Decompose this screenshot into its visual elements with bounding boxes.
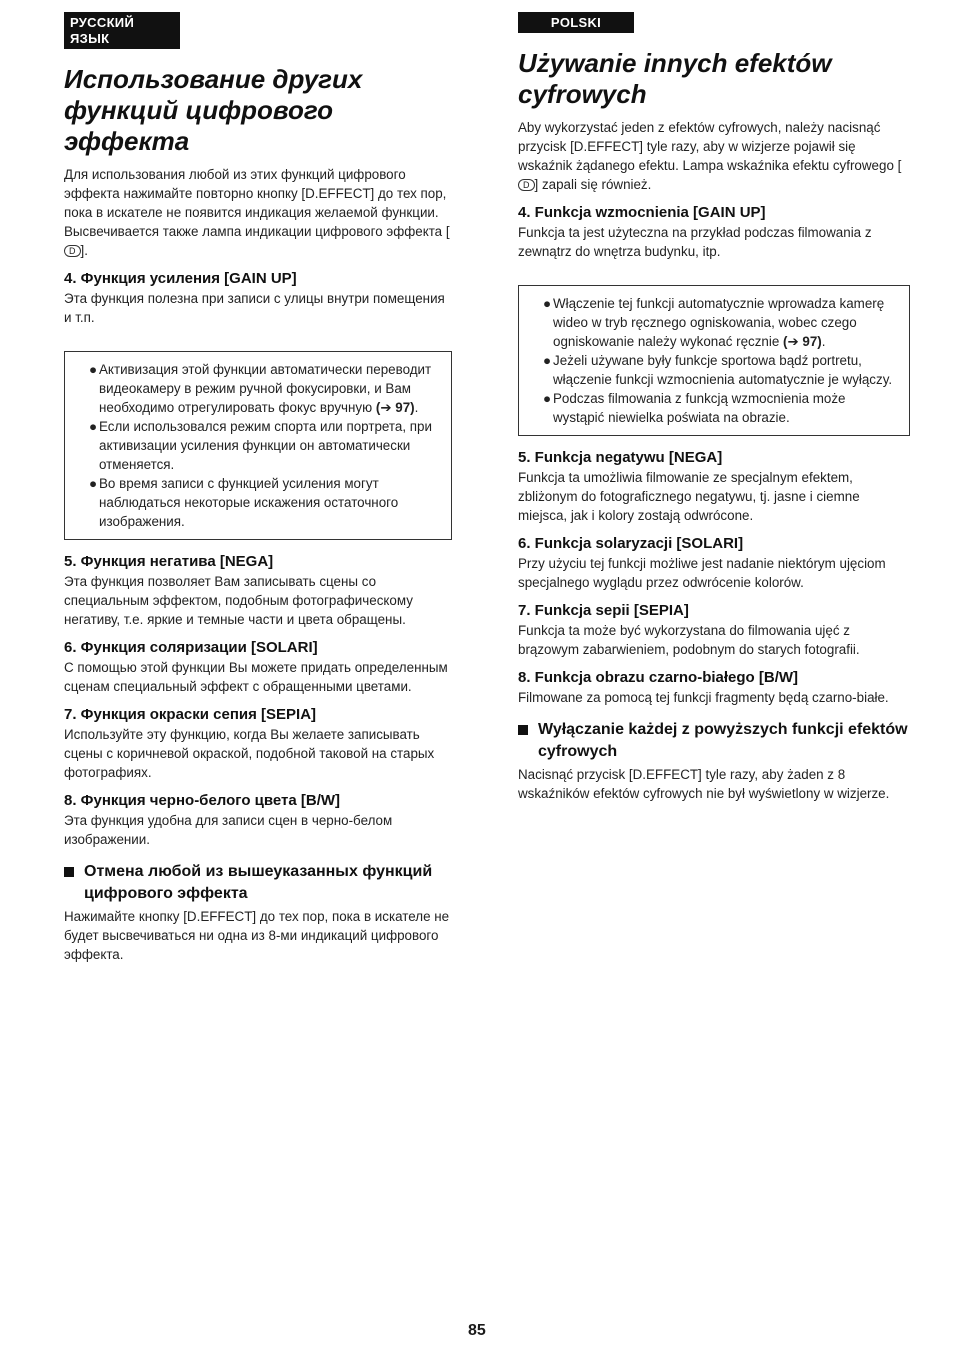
cancel-text-russian: Нажимайте кнопку [D.EFFECT] до тех пор, пока в искателе не будет высвечиваться ни одна из 8-ми индикаций цифрового эффекта. [64, 909, 450, 962]
section-nega-text: Funkcja ta umożliwia filmowanie ze specjalnym efektem, zbliżonym do fotograficznego negatywu, tj. jasne i ciemne miejsca, jak i kolory zostają odwrócone. [518, 470, 860, 523]
section-bw-heading: 8. Funkcja obrazu czarno-białego [B/W] [518, 669, 799, 686]
d-effect-lamp-icon: D [518, 179, 535, 191]
page-title-russian: Использование других функций цифрового эффекта [64, 64, 363, 156]
note-item: ● Jeżeli używane były funkcje sportowa bądź portretu, włączenie funkcji wzmocnienia automatycznie je wyłączy. [543, 353, 893, 387]
polish-column [518, 12, 910, 803]
note-item: ● Во время записи с функцией усиления могут наблюдаться некоторые искажения остаточного изображения. [89, 476, 399, 529]
section-bw-heading: 8. Функция черно-белого цвета [B/W] [64, 792, 341, 809]
square-bullet-icon [518, 725, 528, 735]
language-tag-polish: POLSKI [518, 12, 634, 33]
intro-text-russian: Для использования любой из этих функций цифрового эффекта нажимайте повторно кнопку [D.EFFECT] до тех пор, пока в искателе не появится индикация желаемой функции. Высвечивается также лампа индикации цифрового эффекта [D ]. [64, 167, 450, 258]
cancel-heading-russian: Отмена любой из вышеуказанных функций цифрового эффекта [64, 861, 452, 905]
d-effect-lamp-icon: D [64, 245, 81, 257]
note-item: ● Активизация этой функции автоматически переводит видеокамеру в режим ручной фокусировки, и Вам необходимо отрегулировать фокус вручную (➔ 97). [89, 362, 432, 415]
section-nega-text: Эта функция позволяет Вам записывать сцены со специальным эффектом, подобным фотографическому негативу, т.е. яркие и темные части и цвета обращены. [64, 574, 413, 627]
cancel-text-polish: Nacisnąć przycisk [D.EFFECT] tyle razy, aby żaden z 8 wskaźników efektów cyfrowych nie był wyświetlony w wizjerze. [518, 767, 890, 801]
bullet-icon: ● [89, 476, 98, 491]
language-tag-russian: РУССКИЙ ЯЗЫК [64, 12, 180, 49]
bullet-icon: ● [89, 419, 98, 434]
notes-box-polish [518, 285, 910, 436]
cancel-heading-polish: Wyłączanie każdej z powyższych funkcji efektów cyfrowych [518, 719, 910, 763]
bullet-icon: ● [89, 362, 98, 377]
page-title-polish: Używanie innych efektów cyfrowych [518, 48, 832, 109]
intro-text-polish: Aby wykorzystać jeden z efektów cyfrowych, należy nacisnąć przycisk [D.EFFECT] tyle razy, aby w wizjerze pojawił się wskaźnik żądanego efektu. Lampa wskaźnika efektu cyfrowego [D ] zapali się również. [518, 120, 902, 192]
section-bw-text: Эта функция удобна для записи сцен в черно-белом изображении. [64, 813, 393, 847]
section-solari-heading: 6. Funkcja solaryzacji [SOLARI] [518, 535, 744, 552]
section-sepia-heading: 7. Funkcja sepii [SEPIA] [518, 602, 689, 619]
bullet-icon: ● [543, 391, 552, 406]
notes-box-russian [64, 351, 452, 540]
section-solari-text: С помощью этой функции Вы можете придать определенным сценам специальный эффект с обращенными цветами. [64, 660, 448, 694]
bullet-icon: ● [543, 353, 552, 368]
section-solari-text: Przy użyciu tej funkcji możliwe jest nadanie niektórym ujęciom specjalnego wyglądu przez odwrócenie kolorów. [518, 556, 886, 590]
section-sepia-text: Используйте эту функцию, когда Вы желаете записывать сцены с коричневой окраской, подобной таковой на старых фотографиях. [64, 727, 435, 780]
section-gain-up-text: Funkcja ta jest użyteczna na przykład podczas filmowania z zewnątrz do wnętrza budynku, itp. [518, 225, 872, 259]
section-solari-heading: 6. Функция соляризации [SOLARI] [64, 639, 318, 656]
square-bullet-icon [64, 867, 74, 877]
section-bw-text: Filmowane za pomocą tej funkcji fragmenty będą czarno-białe. [518, 690, 889, 705]
russian-column [64, 12, 452, 964]
note-item: ● Если использовался режим спорта или портрета, при активизации усиления функции он автоматически отменяется. [89, 419, 432, 472]
section-nega-heading: 5. Funkcja negatywu [NEGA] [518, 449, 723, 466]
bullet-icon: ● [543, 296, 552, 311]
section-gain-up-heading: 4. Funkcja wzmocnienia [GAIN UP] [518, 204, 766, 221]
note-item: ● Włączenie tej funkcji automatycznie wprowadza kamerę wideo w tryb ręcznego ogniskowania, wobec czego ogniskowanie należy wykonać ręcznie (➔ 97). [543, 296, 885, 349]
note-item: ● Podczas filmowania z funkcją wzmocnienia może wystąpić niewielka poświata na obrazie. [543, 391, 846, 425]
section-gain-up-heading: 4. Функция усиления [GAIN UP] [64, 270, 297, 287]
page-number: 85 [468, 1322, 486, 1339]
section-sepia-heading: 7. Функция окраски сепия [SEPIA] [64, 706, 317, 723]
section-gain-up-text: Эта функция полезна при записи с улицы внутри помещения и т.п. [64, 291, 445, 325]
section-nega-heading: 5. Функция негатива [NEGA] [64, 553, 274, 570]
section-sepia-text: Funkcja ta może być wykorzystana do filmowania ujęć z brązowym zabarwieniem, podobnym do starych fotografii. [518, 623, 860, 657]
